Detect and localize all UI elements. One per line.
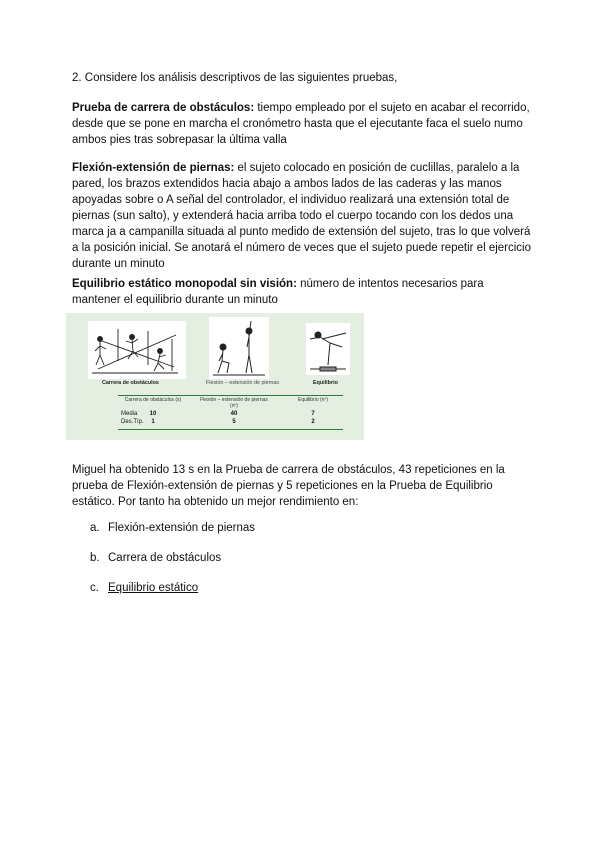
option-b-text: Carrera de obstáculos — [108, 552, 222, 564]
option-c-text: Equilibrio estático — [108, 582, 199, 594]
cell-sd-obstacles: 1 — [151, 419, 155, 425]
balance-test-paragraph — [72, 276, 532, 308]
result-paragraph: Miguel ha obtenido 13 s en la Prueba de carrera de obstáculos, 43 repeticiones en la prueba de Flexión-extensión de piernas y 5 repeticiones en la Prueba de Equilibrio estático. Por tanto ha obtenido un mejor rendimiento en: — [72, 464, 505, 508]
row-label-sd: Des.Típ. — [121, 419, 144, 425]
option-a-letter: a. — [90, 522, 100, 534]
obstacle-test-name: Prueba de carrera de obstáculos: — [72, 102, 255, 114]
option-b[interactable] — [90, 550, 221, 566]
caption-leg-flexion: Flexión – extensión de piernas — [206, 380, 280, 386]
leg-flexion-illustration — [209, 317, 269, 379]
obstacle-test-description: tiempo empleado por el sujeto en acabar el recorrido, desde que se pone en marcha el cronómetro hasta que el ejecutante faca el suelo numo ambos pies tras sobrepasar la última valla — [72, 102, 530, 146]
caption-obstacles: Carrera de obstáculos — [102, 380, 159, 386]
test-figure — [66, 313, 364, 440]
leg-flexion-name: Flexión-extensión de piernas: — [72, 162, 235, 174]
balance-test-description: número de intentos necesarios para mantener el equilibrio durante un minuto — [72, 278, 484, 306]
cell-mean-balance: 7 — [311, 411, 315, 417]
cell-sd-leg-flexion: 5 — [232, 419, 236, 425]
caption-balance: Equilibrio — [313, 380, 338, 386]
cell-sd-balance: 2 — [311, 419, 315, 425]
leg-flexion-paragraph — [72, 160, 532, 272]
option-a[interactable] — [90, 520, 255, 536]
row-label-mean: Media — [121, 411, 138, 417]
leg-flexion-description: el sujeto colocado en posición de cuclillas, paralelo a la pared, los brazos extendidos hacia abajo a ambos lados de las caderas y las manos apoyadas sobre o A señal del controlador, el individuo realizará una extensión total de piernas (sun salto), y extenderá hacia arriba todo el cuerpo tocando con los dedos una marca ja a campanilla situada al punto medido de extensión del sujeto, tras lo que volverá a la posición inicial. Se anotará el número de veces que el sujeto puede repetir el ejercicio durante un minuto — [72, 162, 531, 270]
option-c[interactable] — [90, 580, 198, 596]
obstacle-course-illustration — [88, 321, 186, 379]
table-rule-top — [118, 395, 343, 396]
balance-illustration — [306, 323, 350, 375]
option-a-text: Flexión-extensión de piernas — [108, 522, 256, 534]
column-header-leg-flexion: Flexión – extensión de piernas (nº) — [200, 397, 268, 409]
question-intro: 2. Considere los análisis descriptivos de las siguientes pruebas, — [72, 72, 398, 84]
column-header-balance: Equilibrio (nº) — [298, 397, 328, 403]
cell-mean-leg-flexion: 40 — [230, 411, 238, 417]
table-rule-bottom — [118, 429, 343, 430]
column-header-obstacles: Carrera de obstáculos (s) — [124, 397, 182, 403]
obstacle-test-paragraph — [72, 100, 532, 148]
option-c-letter: c. — [90, 582, 99, 594]
balance-test-name: Equilibrio estático monopodal sin visión: — [72, 278, 297, 290]
option-b-letter: b. — [90, 552, 100, 564]
cell-mean-obstacles: 10 — [149, 411, 157, 417]
